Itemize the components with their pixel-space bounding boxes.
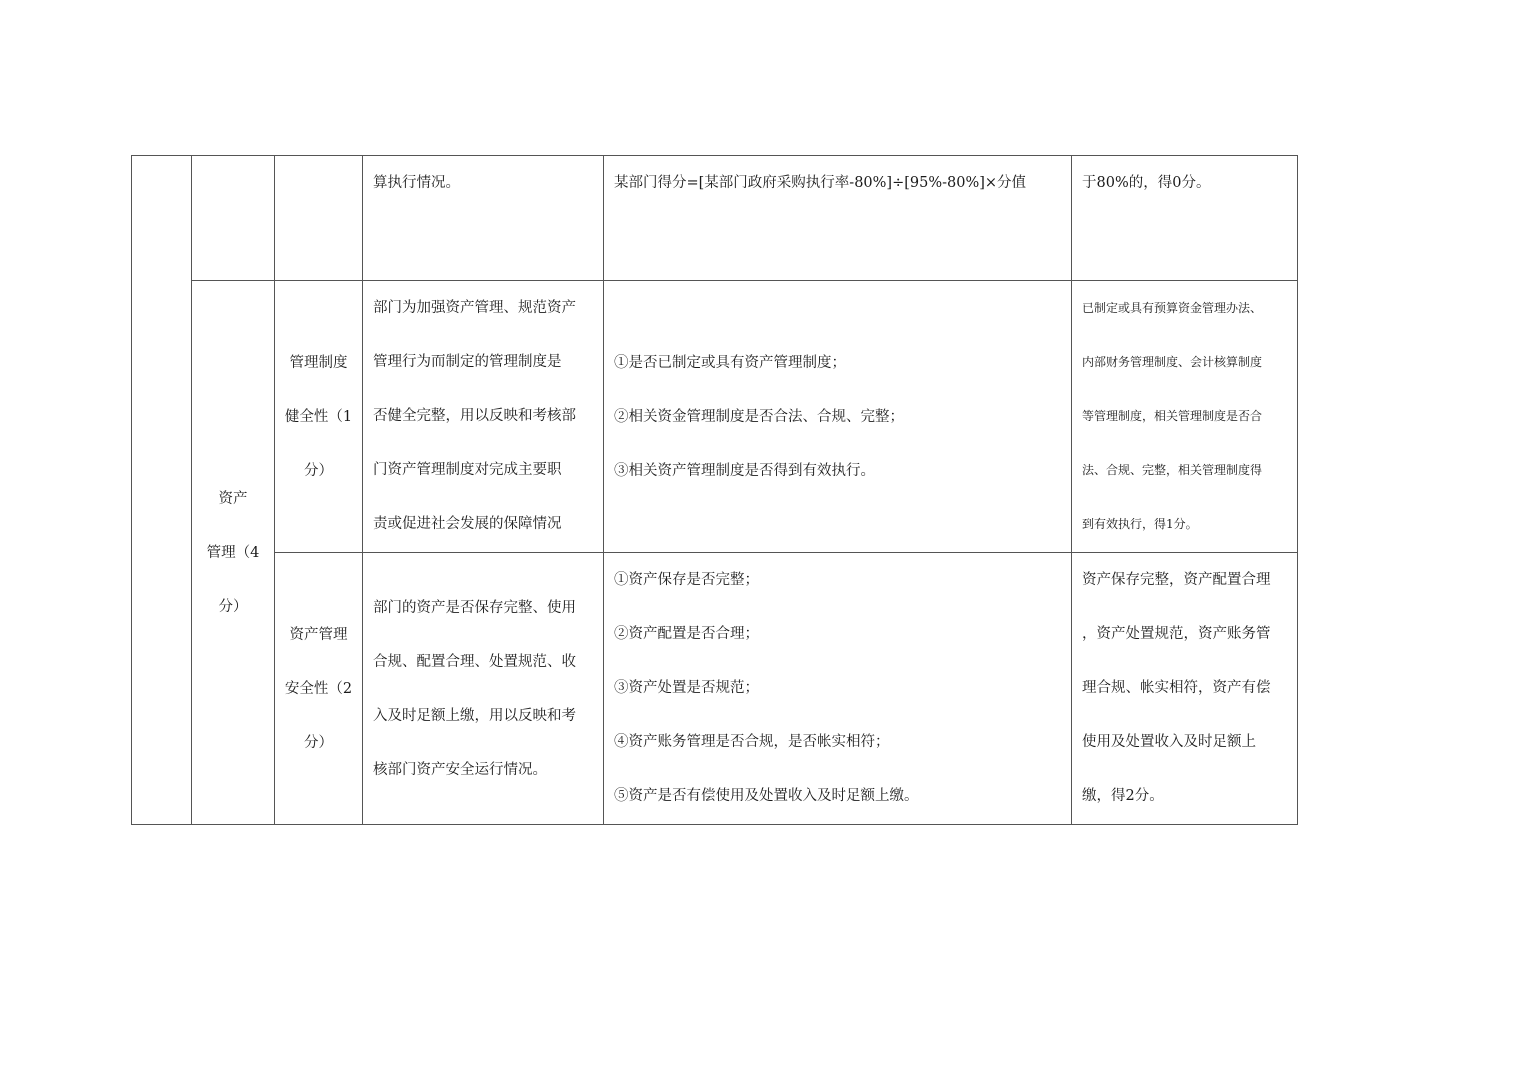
description-line: 核部门资产安全运行情况。 bbox=[373, 761, 547, 778]
criteria-line: ②相关资金管理制度是否合法、合规、完整； bbox=[614, 408, 904, 425]
criteria-line: ④资产账务管理是否合规，是否帐实相符； bbox=[614, 734, 890, 750]
description-line: 部门为加强资产管理、规范资产 bbox=[373, 300, 576, 316]
description-line: 入及时足额上缴，用以反映和考 bbox=[373, 707, 576, 724]
evaluation-criteria-cell bbox=[604, 156, 1072, 281]
scoring-standard-cell bbox=[1072, 281, 1298, 553]
cell-text: 算执行情况。 bbox=[373, 175, 460, 191]
criteria-line: ②资产配置是否合理； bbox=[614, 626, 759, 642]
scoring-line: 内部财务管理制度、会计核算制度 bbox=[1082, 355, 1263, 369]
evaluation-criteria-cell bbox=[604, 553, 1072, 825]
description-line: 门资产管理制度对完成主要职 bbox=[373, 462, 562, 478]
level1-indicator-cell bbox=[132, 156, 192, 825]
scoring-line: 已制定或具有预算资金管理办法、 bbox=[1082, 301, 1263, 315]
criteria-line: ⑤资产是否有偿使用及处置收入及时足额上缴。 bbox=[614, 788, 919, 804]
scoring-line: 到有效执行，得1分。 bbox=[1082, 517, 1198, 531]
formula-text: 某部门得分=[某部门政府采购执行率-80%]÷[95%-80%]×分值 bbox=[614, 175, 1027, 191]
criteria-line: ①是否已制定或具有资产管理制度； bbox=[614, 354, 846, 371]
indicator-name-cell bbox=[275, 281, 363, 553]
scoring-line: 法、合规、完整，相关管理制度得 bbox=[1082, 463, 1263, 477]
indicator-name-line: 资产管理 bbox=[289, 626, 348, 643]
scoring-line: 使用及处置收入及时足额上 bbox=[1082, 734, 1256, 750]
asset-management-group-cell bbox=[192, 281, 275, 825]
evaluation-criteria-cell bbox=[604, 281, 1072, 553]
description-line: 管理行为而制定的管理制度是 bbox=[373, 354, 562, 370]
criteria-line: ③资产处置是否规范； bbox=[614, 680, 759, 696]
description-line: 否健全完整，用以反映和考核部 bbox=[373, 408, 576, 424]
scoring-line: ，资产处置规范，资产账务管 bbox=[1082, 626, 1271, 642]
indicator-name-cell bbox=[275, 553, 363, 825]
group-label-line: 分） bbox=[218, 598, 248, 615]
criteria-line: ③相关资产管理制度是否得到有效执行。 bbox=[614, 462, 875, 479]
indicator-description-cell bbox=[363, 553, 604, 825]
level3-indicator-cell bbox=[275, 156, 363, 281]
scoring-standard-cell bbox=[1072, 156, 1298, 281]
criteria-line: ①资产保存是否完整； bbox=[614, 572, 759, 588]
description-line: 合规、配置合理、处置规范、收 bbox=[373, 653, 576, 670]
table-row bbox=[132, 281, 1298, 553]
indicator-name-line: 管理制度 bbox=[289, 354, 348, 371]
level2-indicator-cell bbox=[192, 156, 275, 281]
scoring-standard-cell bbox=[1072, 553, 1298, 825]
indicator-name-line: 分） bbox=[304, 734, 333, 751]
scoring-line: 资产保存完整，资产配置合理 bbox=[1082, 572, 1271, 588]
cell-text: 于80%的，得0分。 bbox=[1082, 175, 1211, 191]
indicator-name-line: 安全性（2 bbox=[284, 680, 353, 697]
description-line: 部门的资产是否保存完整、使用 bbox=[373, 599, 576, 616]
scoring-line: 等管理制度，相关管理制度是否合 bbox=[1082, 409, 1263, 423]
indicator-description-cell bbox=[363, 281, 604, 553]
group-label-line: 资产 bbox=[218, 490, 248, 507]
indicator-name-line: 健全性（1 bbox=[284, 408, 353, 425]
table-row bbox=[132, 156, 1298, 281]
indicator-name-line: 分） bbox=[304, 462, 333, 479]
description-line: 责或促进社会发展的保障情况 bbox=[373, 516, 562, 532]
table-row bbox=[132, 553, 1298, 825]
scoring-line: 缴，得2分。 bbox=[1082, 788, 1164, 804]
group-label-line: 管理（4 bbox=[206, 544, 260, 561]
indicator-description-cell bbox=[363, 156, 604, 281]
scoring-line: 理合规、帐实相符，资产有偿 bbox=[1082, 680, 1271, 696]
evaluation-table bbox=[131, 155, 1298, 825]
